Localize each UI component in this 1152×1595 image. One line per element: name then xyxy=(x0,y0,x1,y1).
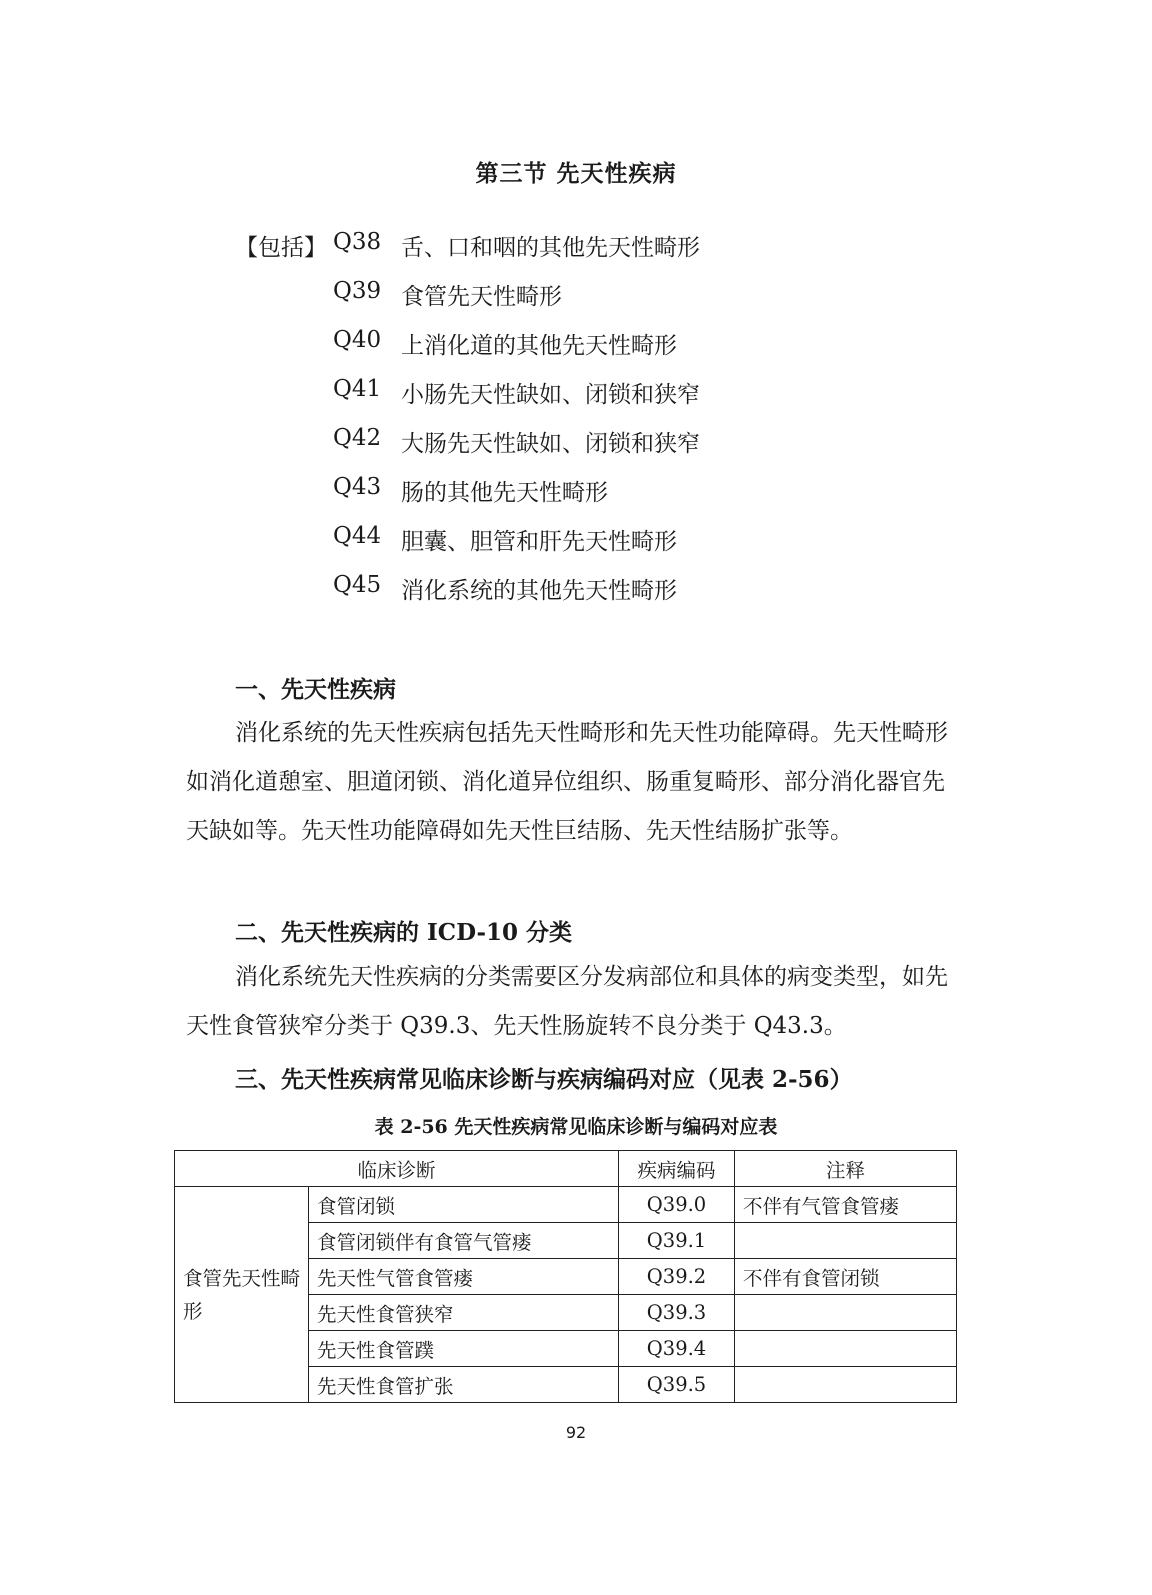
section-paragraph-2 xyxy=(186,953,956,1051)
header-code: 疾病编码 xyxy=(619,1151,735,1187)
header-diagnosis: 临床诊断 xyxy=(175,1151,619,1187)
section-title: 第三节 先天性疾病 xyxy=(475,160,677,187)
page-number: 92 xyxy=(565,1423,587,1442)
table-caption: 表 2-56 先天性疾病常见临床诊断与编码对应表 xyxy=(374,1116,778,1138)
section-heading-2: 二、先天性疾病的 ICD-10 分类 xyxy=(235,919,573,946)
note-cell: 不伴有食管闭锁 xyxy=(735,1259,957,1295)
diagnosis-code-table xyxy=(174,1150,957,1403)
include-text: 食管先天性畸形 xyxy=(401,284,562,310)
note-cell: 不伴有气管食管瘘 xyxy=(735,1187,957,1223)
code-cell: Q39.4 xyxy=(619,1331,735,1367)
note-cell xyxy=(735,1331,957,1367)
header-note: 注释 xyxy=(735,1151,957,1187)
include-code: Q40 xyxy=(333,327,382,353)
code-cell: Q39.1 xyxy=(619,1223,735,1259)
include-code: Q41 xyxy=(333,376,382,402)
paragraph-text: 消化系统的先天性疾病包括先天性畸形和先天性功能障碍。先天性畸形如消化道憩室、胆道闭锁、消化道异位组织、肠重复畸形、部分消化器官先天缺如等。先天性功能障碍如先天性巨结肠、先天性结肠扩张等。 xyxy=(186,720,948,844)
diagnosis-cell: 食管闭锁 xyxy=(309,1187,619,1223)
include-text: 胆囊、胆管和肝先天性畸形 xyxy=(401,529,677,555)
table-header-row xyxy=(175,1151,957,1187)
section-heading-1: 一、先天性疾病 xyxy=(235,676,396,703)
section-heading-3: 三、先天性疾病常见临床诊断与疾病编码对应（见表 2-56） xyxy=(235,1066,853,1093)
include-text: 小肠先天性缺如、闭锁和狭窄 xyxy=(401,382,700,408)
include-code: Q42 xyxy=(333,425,382,451)
diagnosis-cell: 先天性食管扩张 xyxy=(309,1367,619,1403)
note-cell xyxy=(735,1223,957,1259)
code-cell: Q39.3 xyxy=(619,1295,735,1331)
code-cell: Q39.2 xyxy=(619,1259,735,1295)
group-label: 食管先天性畸形 xyxy=(175,1187,309,1403)
include-code: Q43 xyxy=(333,474,382,500)
code-cell: Q39.5 xyxy=(619,1367,735,1403)
include-text: 肠的其他先天性畸形 xyxy=(401,480,608,506)
include-code: Q44 xyxy=(333,523,382,549)
diagnosis-cell: 食管闭锁伴有食管气管瘘 xyxy=(309,1223,619,1259)
paragraph-text: 消化系统先天性疾病的分类需要区分发病部位和具体的病变类型，如先天性食管狭窄分类于 Q39.3、先天性肠旋转不良分类于 Q43.3。 xyxy=(186,964,948,1039)
diagnosis-cell: 先天性气管食管瘘 xyxy=(309,1259,619,1295)
include-code: Q45 xyxy=(333,572,382,598)
include-text: 上消化道的其他先天性畸形 xyxy=(401,333,677,359)
includes-label: 【包括】 xyxy=(235,235,327,261)
include-text: 大肠先天性缺如、闭锁和狭窄 xyxy=(401,431,700,457)
include-code: Q38 xyxy=(333,229,382,255)
diagnosis-cell: 先天性食管蹼 xyxy=(309,1331,619,1367)
section-paragraph-1 xyxy=(186,709,956,856)
table-row xyxy=(175,1187,957,1223)
include-code: Q39 xyxy=(333,278,382,304)
note-cell xyxy=(735,1295,957,1331)
code-cell: Q39.0 xyxy=(619,1187,735,1223)
include-text: 舌、口和咽的其他先天性畸形 xyxy=(401,235,700,261)
include-text: 消化系统的其他先天性畸形 xyxy=(401,578,677,604)
note-cell xyxy=(735,1367,957,1403)
diagnosis-cell: 先天性食管狭窄 xyxy=(309,1295,619,1331)
